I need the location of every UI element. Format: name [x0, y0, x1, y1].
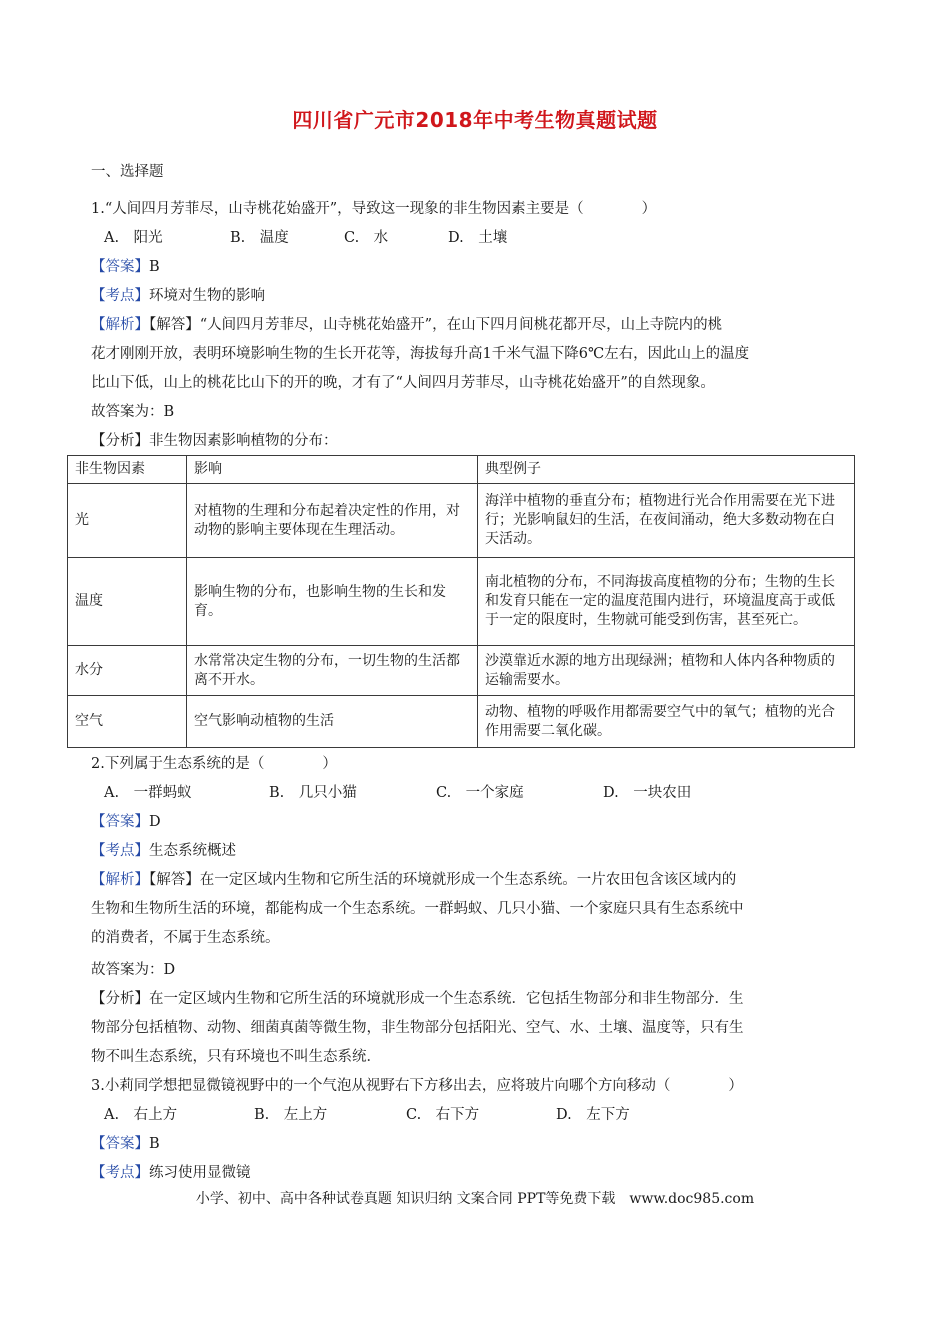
q2-point-value: 生态系统概述 — [149, 843, 236, 859]
table-row — [68, 484, 855, 558]
q3-answer — [91, 1134, 160, 1154]
table-row — [68, 696, 855, 748]
answer-label: 【答案】 — [91, 814, 149, 830]
q1-conclusion: 故答案为：B — [91, 404, 175, 420]
q2-analysis-line-2: 生物和生物所生活的环境，都能构成一个生态系统。一群蚂蚁、几只小猫、一个家庭只具有生态系统中 — [91, 901, 744, 917]
q3-point — [91, 1163, 251, 1183]
q1-point-value: 环境对生物的影响 — [149, 288, 265, 304]
q3-stem: 3.小莉同学想把显微镜视野中的一个气泡从视野右下方移出去，应将玻片向哪个方向移动（ ） — [91, 1078, 743, 1094]
table-cell-example: 沙漠靠近水源的地方出现绿洲；植物和人体内各种物质的运输需要水。 — [478, 646, 855, 696]
point-label: 【考点】 — [91, 1165, 149, 1181]
q2-note-line-1: 【分析】在一定区域内生物和它所生活的环境就形成一个生态系统．它包括生物部分和非生物部分．生 — [91, 991, 744, 1007]
table-row — [68, 646, 855, 696]
q1-analysis-line-1 — [91, 315, 722, 335]
analysis-label: 【解析】 — [91, 872, 149, 888]
q2-note-line-3: 物不叫生态系统，只有环境也不叫生态系统． — [91, 1049, 381, 1065]
q1-option-c: C. 水 — [344, 230, 389, 246]
analysis-label: 【解析】 — [91, 317, 149, 333]
table-cell-factor: 水分 — [68, 646, 187, 696]
q2-answer — [91, 812, 161, 832]
q2-stem: 2.下列属于生态系统的是（ ） — [91, 756, 337, 772]
q2-analysis-line-1 — [91, 870, 736, 890]
q2-answer-value: D — [149, 814, 161, 830]
q1-answer-value: B — [149, 259, 160, 275]
table-header-factor: 非生物因素 — [68, 456, 187, 484]
q3-option-b: B. 左上方 — [254, 1107, 328, 1123]
page-footer: 小学、初中、高中各种试卷真题 知识归纳 文案合同 PPT等免费下载 www.doc985.com — [195, 1191, 755, 1207]
table-cell-effect: 空气影响动植物的生活 — [187, 696, 478, 748]
answer-label: 【答案】 — [91, 1136, 149, 1152]
q2-conclusion: 故答案为：D — [91, 962, 176, 978]
q1-answer — [91, 257, 160, 277]
q1-analysis-line-2: 花才刚刚开放，表明环境影响生物的生长开花等，海拔每升高1千米气温下降6℃左右，因此山上的温度 — [91, 346, 750, 362]
q1-stem: 1.“人间四月芳菲尽，山寺桃花始盛开”，导致这一现象的非生物因素主要是（ ） — [91, 201, 657, 217]
table-cell-effect: 水常常决定生物的分布，一切生物的生活都离不开水。 — [187, 646, 478, 696]
table-cell-example: 南北植物的分布，不同海拔高度植物的分布；生物的生长和发育只能在一定的温度范围内进行，环境温度高于或低于一定的限度时，生物就可能受到伤害，甚至死亡。 — [478, 558, 855, 646]
table-cell-effect: 对植物的生理和分布起着决定性的作用，对动物的影响主要体现在生理活动。 — [187, 484, 478, 558]
table-cell-factor: 温度 — [68, 558, 187, 646]
q1-analysis-text-1: 【解答】“人间四月芳菲尽，山寺桃花始盛开”，在山下四月间桃花都开尽，山上寺院内的桃 — [149, 317, 723, 333]
q2-option-b: B. 几只小猫 — [269, 785, 357, 801]
table-header-row — [68, 456, 855, 484]
q1-options — [104, 228, 507, 248]
page-title: 四川省广元市2018年中考生物真题试题 — [292, 108, 658, 132]
table-header-example: 典型例子 — [478, 456, 855, 484]
q3-answer-value: B — [149, 1136, 160, 1152]
q3-point-value: 练习使用显微镜 — [149, 1165, 251, 1181]
q1-option-d: D. 土壤 — [448, 230, 508, 246]
table-cell-factor: 光 — [68, 484, 187, 558]
answer-label: 【答案】 — [91, 259, 149, 275]
table-cell-example: 海洋中植物的垂直分布；植物进行光合作用需要在光下进行；光影响鼠妇的生活，在夜间涌动，绝大多数动物在白天活动。 — [478, 484, 855, 558]
q2-analysis-line-3: 的消费者，不属于生态系统。 — [91, 930, 280, 946]
q1-option-a: A. 阳光 — [104, 230, 163, 246]
table-cell-example: 动物、植物的呼吸作用都需要空气中的氧气；植物的光合作用需要二氧化碳。 — [478, 696, 855, 748]
q3-option-d: D. 左下方 — [556, 1107, 630, 1123]
q1-note: 【分析】非生物因素影响植物的分布： — [91, 433, 338, 449]
q2-options — [104, 783, 691, 803]
q2-note-line-2: 物部分包括植物、动物、细菌真菌等微生物，非生物部分包括阳光、空气、水、土壤、温度等，只有生 — [91, 1020, 744, 1036]
table-cell-effect: 影响生物的分布，也影响生物的生长和发育。 — [187, 558, 478, 646]
table-header-effect: 影响 — [187, 456, 478, 484]
q1-option-b: B. 温度 — [230, 230, 289, 246]
point-label: 【考点】 — [91, 843, 149, 859]
q2-option-a: A. 一群蚂蚁 — [104, 785, 192, 801]
q3-options — [104, 1105, 630, 1125]
q2-option-d: D. 一块农田 — [603, 785, 692, 801]
table-cell-factor: 空气 — [68, 696, 187, 748]
factors-table — [67, 455, 855, 748]
q1-analysis-line-3: 比山下低，山上的桃花比山下的开的晚，才有了“人间四月芳菲尽，山寺桃花始盛开”的自然现象。 — [91, 375, 715, 391]
q2-analysis-text-1: 【解答】在一定区域内生物和它所生活的环境就形成一个生态系统。一片农田包含该区域内的 — [149, 872, 737, 888]
q3-option-a: A. 右上方 — [104, 1107, 178, 1123]
table-row — [68, 558, 855, 646]
q2-point — [91, 841, 236, 861]
q2-option-c: C. 一个家庭 — [436, 785, 524, 801]
q3-option-c: C. 右下方 — [406, 1107, 480, 1123]
section-heading: 一、选择题 — [91, 164, 164, 180]
q1-point — [91, 286, 265, 306]
point-label: 【考点】 — [91, 288, 149, 304]
